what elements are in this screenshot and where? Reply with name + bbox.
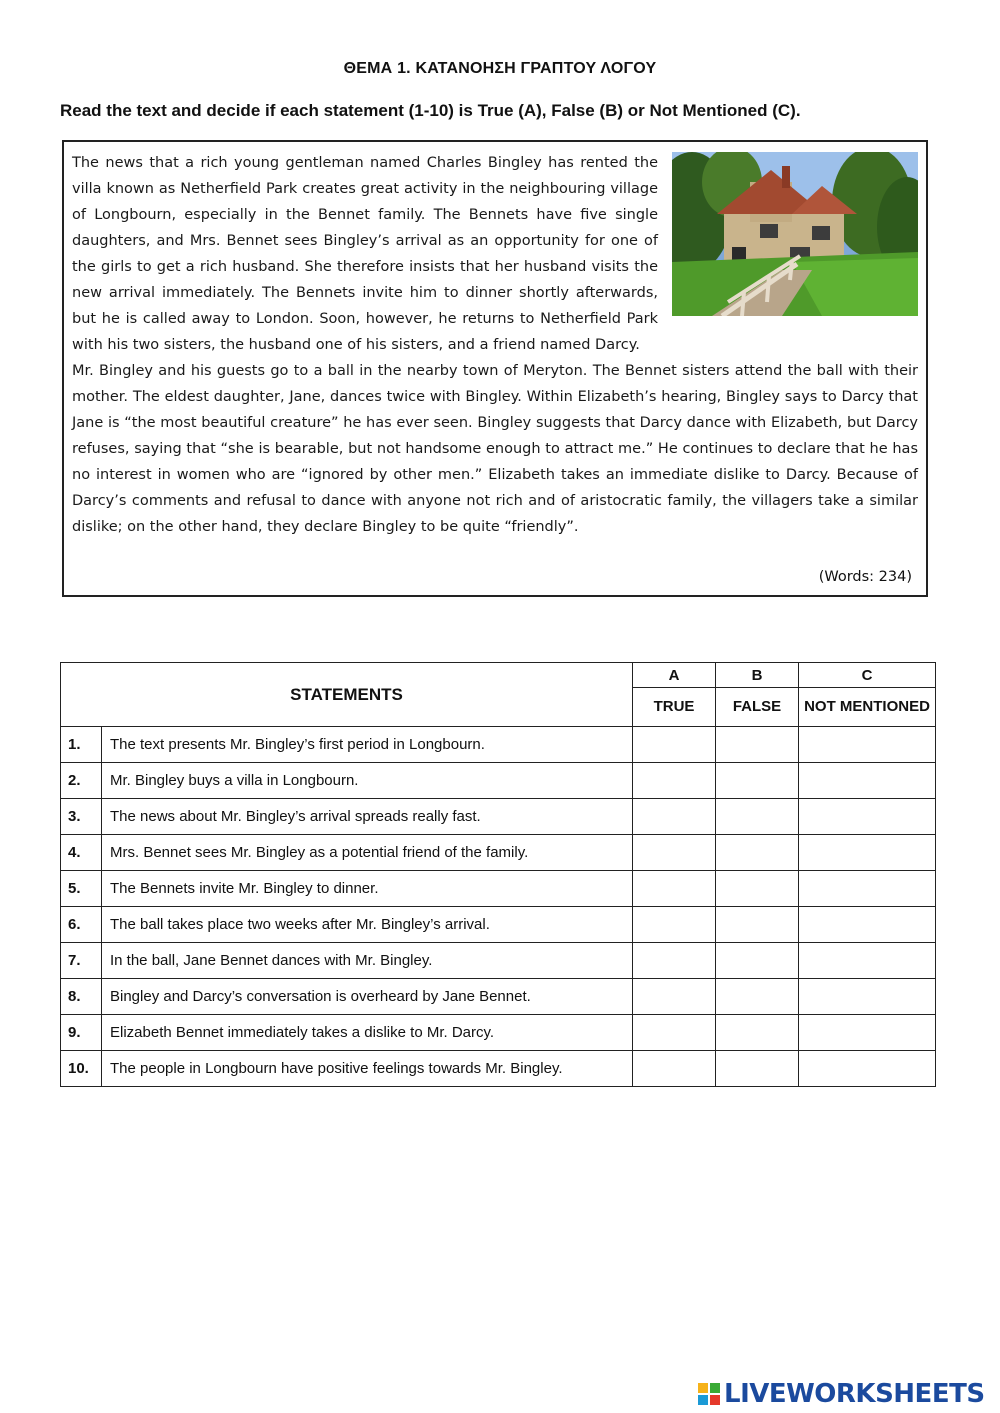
- statement-text: The ball takes place two weeks after Mr. Bingley’s arrival.: [102, 907, 633, 943]
- statement-number: 9.: [61, 1015, 102, 1051]
- table-row: [61, 799, 936, 835]
- answer-cell-true[interactable]: [633, 943, 716, 979]
- answer-cell-false[interactable]: [716, 871, 799, 907]
- answer-cell-not-mentioned[interactable]: [799, 727, 936, 763]
- answer-cell-not-mentioned[interactable]: [799, 943, 936, 979]
- answer-cell-not-mentioned[interactable]: [799, 763, 936, 799]
- statement-text: Bingley and Darcy’s conversation is overheard by Jane Bennet.: [102, 979, 633, 1015]
- answer-cell-not-mentioned[interactable]: [799, 1015, 936, 1051]
- liveworksheets-logo-icon: [698, 1383, 720, 1405]
- answer-cell-true[interactable]: [633, 835, 716, 871]
- table-row: [61, 1051, 936, 1087]
- column-a-letter: A: [633, 663, 716, 688]
- statement-number: 8.: [61, 979, 102, 1015]
- statement-text: In the ball, Jane Bennet dances with Mr. Bingley.: [102, 943, 633, 979]
- reading-passage: [72, 150, 918, 540]
- statements-header: STATEMENTS: [61, 663, 633, 727]
- column-b-letter: B: [716, 663, 799, 688]
- answer-cell-false[interactable]: [716, 1051, 799, 1087]
- statement-number: 2.: [61, 763, 102, 799]
- answer-cell-false[interactable]: [716, 907, 799, 943]
- answer-cell-false[interactable]: [716, 763, 799, 799]
- answer-cell-not-mentioned[interactable]: [799, 1051, 936, 1087]
- answer-cell-not-mentioned[interactable]: [799, 799, 936, 835]
- answer-cell-true[interactable]: [633, 763, 716, 799]
- table-row: [61, 943, 936, 979]
- table-row: [61, 907, 936, 943]
- liveworksheets-logo: [698, 1378, 985, 1410]
- table-row: [61, 1015, 936, 1051]
- cottage-photo: [672, 152, 918, 316]
- answer-cell-false[interactable]: [716, 1015, 799, 1051]
- statement-text: The Bennets invite Mr. Bingley to dinner.: [102, 871, 633, 907]
- answer-cell-true[interactable]: [633, 979, 716, 1015]
- statement-text: Elizabeth Bennet immediately takes a dislike to Mr. Darcy.: [102, 1015, 633, 1051]
- statement-number: 7.: [61, 943, 102, 979]
- answer-cell-true[interactable]: [633, 727, 716, 763]
- table-row: [61, 727, 936, 763]
- statement-text: The news about Mr. Bingley’s arrival spreads really fast.: [102, 799, 633, 835]
- column-a-label: TRUE: [633, 688, 716, 727]
- answer-cell-false[interactable]: [716, 799, 799, 835]
- answer-cell-not-mentioned[interactable]: [799, 835, 936, 871]
- answer-cell-false[interactable]: [716, 835, 799, 871]
- statement-text: The people in Longbourn have positive feelings towards Mr. Bingley.: [102, 1051, 633, 1087]
- answer-cell-true[interactable]: [633, 799, 716, 835]
- table-row: [61, 763, 936, 799]
- statement-number: 1.: [61, 727, 102, 763]
- column-b-label: FALSE: [716, 688, 799, 727]
- statement-text: The text presents Mr. Bingley’s first period in Longbourn.: [102, 727, 633, 763]
- answer-cell-false[interactable]: [716, 727, 799, 763]
- answer-cell-false[interactable]: [716, 943, 799, 979]
- answer-cell-not-mentioned[interactable]: [799, 871, 936, 907]
- answer-cell-true[interactable]: [633, 1015, 716, 1051]
- answer-cell-true[interactable]: [633, 907, 716, 943]
- statement-number: 10.: [61, 1051, 102, 1087]
- passage-paragraph-2: Mr. Bingley and his guests go to a ball in the nearby town of Meryton. The Bennet sisters attend the ball with their mother. The eldest daughter, Jane, dances twice with Bingley. Within Elizabeth’s hearing, Bingley says to Darcy that Jane is “the most beautiful creature” he has ever seen. Bingley suggests that Darcy dance with Elizabeth, but Darcy refuses, saying that “she is bearable, but not handsome enough to attract me.” He continues to declare that he has no interest in women who are “ignored by other men.” Elizabeth takes an immediate dislike to Darcy. Because of Darcy’s comments and refusal to dance with anyone not rich and of aristocratic family, the villagers take a similar dislike; on the other hand, they declare Bingley to be quite “friendly”.: [72, 363, 918, 535]
- reading-passage-box: [62, 140, 928, 597]
- statement-number: 6.: [61, 907, 102, 943]
- statement-number: 4.: [61, 835, 102, 871]
- answer-cell-false[interactable]: [716, 979, 799, 1015]
- table-row: [61, 835, 936, 871]
- column-c-label: NOT MENTIONED: [799, 688, 936, 727]
- table-row: [61, 871, 936, 907]
- passage-paragraph-1: The news that a rich young gentleman named Charles Bingley has rented the villa known as Netherfield Park creates great activity in the neighbouring village of Longbourn, especially in the Bennet family. The Bennets have five single daughters, and Mrs. Bennet sees Bingley’s arrival as an opportunity for one of the girls to get a rich husband. She therefore insists that her husband visits the new arrival immediately. The Bennets invite him to dinner shortly afterwards, but he is called away to London. Soon, however, he returns to Netherfield Park with his two sisters, the husband one of his sisters, and a friend named Darcy.: [72, 155, 658, 353]
- statement-text: Mrs. Bennet sees Mr. Bingley as a potential friend of the family.: [102, 835, 633, 871]
- answer-cell-not-mentioned[interactable]: [799, 979, 936, 1015]
- table-row: [61, 979, 936, 1015]
- instruction-text: Read the text and decide if each statement (1-10) is True (A), False (B) or Not Mentioned (C).: [60, 101, 801, 120]
- answer-cell-not-mentioned[interactable]: [799, 907, 936, 943]
- answer-cell-true[interactable]: [633, 871, 716, 907]
- statement-number: 5.: [61, 871, 102, 907]
- statement-number: 3.: [61, 799, 102, 835]
- liveworksheets-brand: LIVEWORKSHEETS: [724, 1379, 985, 1409]
- column-c-letter: C: [799, 663, 936, 688]
- worksheet-title: ΘΕΜΑ 1. ΚΑΤΑΝΟΗΣΗ ΓΡΑΠΤΟΥ ΛΟΓΟΥ: [343, 60, 657, 77]
- word-count: (Words: 234): [818, 569, 912, 585]
- statement-text: Mr. Bingley buys a villa in Longbourn.: [102, 763, 633, 799]
- statements-table: [60, 662, 936, 1087]
- answer-cell-true[interactable]: [633, 1051, 716, 1087]
